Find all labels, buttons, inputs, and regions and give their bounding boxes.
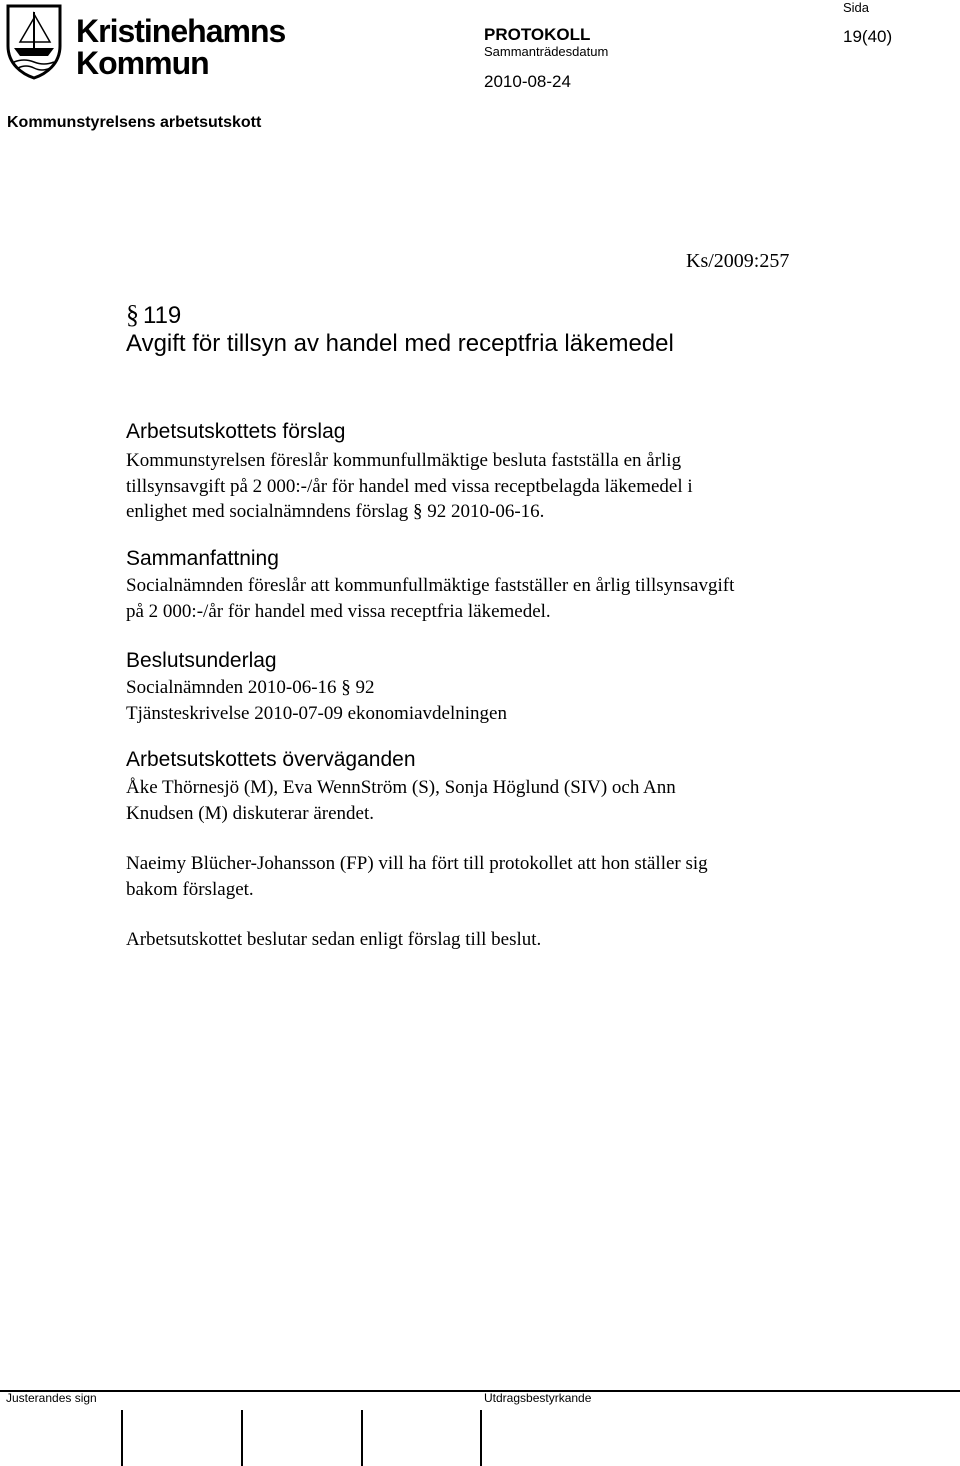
paragraph-number: 119 — [143, 302, 182, 329]
municipality-logo — [4, 0, 286, 86]
page-number: 19(40) — [843, 27, 893, 46]
text-line: Tjänsteskrivelse 2010-07-09 ekonomiavdelningen — [126, 702, 507, 724]
paragraph-symbol: § — [126, 300, 139, 329]
meeting-date-label: Sammanträdesdatum — [484, 44, 609, 59]
footer-divider — [0, 1390, 960, 1392]
signature-box-divider — [241, 1410, 243, 1466]
paragraph-heading — [126, 300, 181, 330]
text-line: Naeimy Blücher-Johansson (FP) vill ha fört till protokollet att hon ställer sig — [126, 853, 708, 874]
basis-heading: Beslutsunderlag — [126, 649, 277, 672]
text-line: bakom förslaget. — [126, 878, 254, 900]
text-line: tillsynsavgift på 2 000:-/år för handel med vissa receptbelagda läkemedel i — [126, 475, 693, 497]
signature-box-divider — [480, 1410, 482, 1466]
signature-box-divider — [121, 1410, 123, 1466]
summary-text — [126, 573, 734, 624]
meeting-date: 2010-08-24 — [484, 72, 571, 91]
text-line: Socialnämnden föreslår att kommunfullmäktige fastställer en årlig tillsynsavgift — [126, 575, 735, 596]
logo-text-line1: Kristinehamns — [76, 13, 286, 49]
summary-heading: Sammanfattning — [126, 547, 279, 570]
document-type: PROTOKOLL — [484, 25, 591, 44]
decision-text: Arbetsutskottet beslutar sedan enligt förslag till beslut. — [126, 929, 542, 950]
text-line: på 2 000:-/år för handel med vissa receptfria läkemedel. — [126, 600, 551, 622]
protocol-note — [126, 851, 708, 902]
adjuster-sign-label: Justerandes sign — [6, 1391, 97, 1405]
deliberation-heading: Arbetsutskottets överväganden — [126, 748, 416, 771]
page-label: Sida — [843, 0, 870, 15]
case-title: Avgift för tillsyn av handel med receptfria läkemedel — [126, 330, 674, 357]
logo-text-line2: Kommun — [76, 45, 209, 81]
text-line: Socialnämnden 2010-06-16 § 92 — [126, 677, 375, 698]
extract-certification-label: Utdragsbestyrkande — [484, 1391, 592, 1405]
organ-name: Kommunstyrelsens arbetsutskott — [7, 114, 262, 131]
case-reference: Ks/2009:257 — [686, 250, 790, 272]
text-line: enlighet med socialnämndens förslag § 92 2010-06-16. — [126, 501, 545, 522]
coat-of-arms-icon — [4, 2, 64, 80]
text-line: Åke Thörnesjö (M), Eva WennStröm (S), Sonja Höglund (SIV) och Ann — [126, 777, 676, 798]
basis-text — [126, 675, 507, 726]
proposal-text — [126, 448, 693, 525]
proposal-heading: Arbetsutskottets förslag — [126, 420, 346, 443]
text-line: Kommunstyrelsen föreslår kommunfullmäktige besluta fastställa en årlig — [126, 450, 682, 471]
signature-box-divider — [361, 1410, 363, 1466]
text-line: Knudsen (M) diskuterar ärendet. — [126, 802, 374, 824]
deliberation-text — [126, 775, 676, 826]
